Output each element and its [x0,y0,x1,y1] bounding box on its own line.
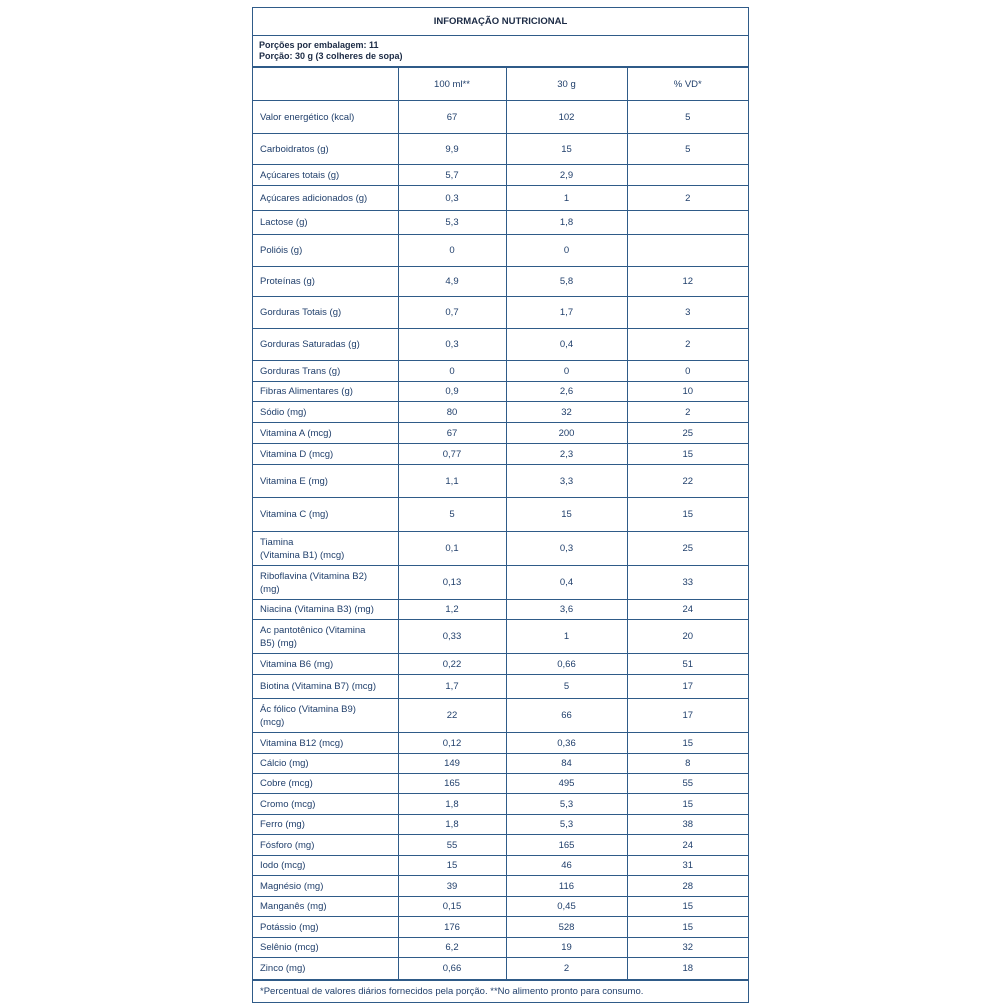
value-daily-percent: 15 [627,917,748,938]
nutrient-row [253,835,748,856]
serving-size: Porção: 30 g (3 colheres de sopa) [259,51,403,61]
nutrient-row [253,566,748,600]
nutrient-name: Gorduras Saturadas (g) [253,329,398,361]
column-header-nutrient [253,68,398,101]
value-per-100ml: 176 [398,917,506,938]
value-per-serving: 0 [506,361,627,382]
value-per-100ml: 0,77 [398,444,506,465]
nutrient-row [253,423,748,444]
value-per-serving: 15 [506,498,627,532]
nutrient-row [253,794,748,815]
value-per-100ml: 0 [398,235,506,267]
value-daily-percent: 2 [627,329,748,361]
nutrient-row [253,186,748,211]
nutrient-name: Vitamina C (mg) [253,498,398,532]
value-per-100ml: 5,7 [398,165,506,186]
value-per-serving: 2 [506,958,627,980]
value-per-serving: 84 [506,754,627,774]
nutrient-row [253,754,748,774]
nutrient-row [253,498,748,532]
value-daily-percent: 12 [627,267,748,297]
value-per-serving: 5,8 [506,267,627,297]
table-title: INFORMAÇÃO NUTRICIONAL [253,8,748,36]
value-daily-percent: 5 [627,134,748,165]
nutrient-row [253,532,748,566]
value-per-100ml: 67 [398,101,506,134]
value-daily-percent: 17 [627,675,748,699]
nutrient-row [253,267,748,297]
nutrient-name: Vitamina D (mcg) [253,444,398,465]
nutrient-name: Fibras Alimentares (g) [253,382,398,402]
nutrient-row [253,402,748,423]
nutrient-row [253,600,748,620]
value-daily-percent: 2 [627,186,748,211]
nutrient-name: Niacina (Vitamina B3) (mg) [253,600,398,620]
value-per-100ml: 0,22 [398,654,506,675]
value-daily-percent: 24 [627,600,748,620]
nutrient-row [253,856,748,876]
value-per-serving: 0,36 [506,733,627,754]
value-per-serving: 165 [506,835,627,856]
nutrient-name: Cobre (mcg) [253,774,398,794]
nutrient-name: Magnésio (mg) [253,876,398,897]
nutrient-name: Cromo (mcg) [253,794,398,815]
nutrient-name: Tiamina (Vitamina B1) (mcg) [253,532,398,566]
nutrient-row [253,654,748,675]
value-per-serving: 102 [506,101,627,134]
value-daily-percent: 51 [627,654,748,675]
nutrient-name: Gorduras Totais (g) [253,297,398,329]
nutrient-row [253,620,748,654]
value-per-100ml: 0,1 [398,532,506,566]
value-per-serving: 1 [506,620,627,654]
nutrient-name: Ac pantotênico (Vitamina B5) (mg) [253,620,398,654]
value-per-100ml: 0,3 [398,329,506,361]
nutrient-row [253,465,748,498]
nutrient-row [253,733,748,754]
value-daily-percent: 24 [627,835,748,856]
value-per-serving: 5,3 [506,815,627,835]
nutrient-row [253,699,748,733]
nutrient-row [253,235,748,267]
value-per-serving: 0,4 [506,329,627,361]
value-per-100ml: 0,9 [398,382,506,402]
value-daily-percent: 28 [627,876,748,897]
value-per-serving: 0,4 [506,566,627,600]
nutrient-name: Vitamina A (mcg) [253,423,398,444]
value-daily-percent: 5 [627,101,748,134]
nutrient-name: Açúcares adicionados (g) [253,186,398,211]
value-per-100ml: 67 [398,423,506,444]
value-per-100ml: 1,8 [398,815,506,835]
nutrient-name: Selênio (mcg) [253,938,398,958]
value-daily-percent [627,165,748,186]
value-daily-percent: 20 [627,620,748,654]
value-per-serving: 2,3 [506,444,627,465]
value-per-100ml: 0,15 [398,897,506,917]
nutrient-row [253,958,748,980]
value-per-100ml: 15 [398,856,506,876]
nutrient-row [253,897,748,917]
portion-info [253,36,748,67]
value-per-100ml: 1,2 [398,600,506,620]
value-daily-percent: 25 [627,532,748,566]
nutrient-name: Zinco (mg) [253,958,398,980]
value-per-serving: 0 [506,235,627,267]
nutrition-facts-table [252,7,749,1003]
column-header-row [253,68,748,101]
nutrient-name: Cálcio (mg) [253,754,398,774]
value-per-100ml: 39 [398,876,506,897]
nutrient-row [253,774,748,794]
nutrient-name: Vitamina E (mg) [253,465,398,498]
value-per-serving: 0,66 [506,654,627,675]
value-daily-percent: 15 [627,733,748,754]
column-header-per-serving: 30 g [506,68,627,101]
nutrient-row [253,675,748,699]
value-daily-percent: 3 [627,297,748,329]
nutrient-name: Gorduras Trans (g) [253,361,398,382]
value-daily-percent: 15 [627,794,748,815]
value-per-serving: 0,3 [506,532,627,566]
footnote: *Percentual de valores diários fornecidos pela porção. **No alimento pronto para consumo. [253,980,748,1002]
value-per-serving: 116 [506,876,627,897]
value-per-100ml: 22 [398,699,506,733]
nutrient-name: Açúcares totais (g) [253,165,398,186]
nutrient-name: Vitamina B12 (mcg) [253,733,398,754]
value-per-100ml: 6,2 [398,938,506,958]
value-daily-percent: 15 [627,498,748,532]
value-daily-percent: 0 [627,361,748,382]
value-per-100ml: 0,13 [398,566,506,600]
value-per-100ml: 149 [398,754,506,774]
value-per-100ml: 0,7 [398,297,506,329]
nutrient-name: Manganês (mg) [253,897,398,917]
value-per-serving: 1,7 [506,297,627,329]
value-per-100ml: 0,3 [398,186,506,211]
value-daily-percent: 31 [627,856,748,876]
nutrient-row [253,101,748,134]
value-daily-percent: 17 [627,699,748,733]
nutrient-row [253,444,748,465]
value-daily-percent: 25 [627,423,748,444]
value-per-serving: 1,8 [506,211,627,235]
servings-per-package: Porções por embalagem: 11 [259,40,379,50]
value-daily-percent: 32 [627,938,748,958]
value-daily-percent: 10 [627,382,748,402]
value-per-100ml: 4,9 [398,267,506,297]
value-per-serving: 200 [506,423,627,444]
value-per-100ml: 1,7 [398,675,506,699]
nutrient-name: Iodo (mcg) [253,856,398,876]
value-per-serving: 46 [506,856,627,876]
value-daily-percent: 22 [627,465,748,498]
value-daily-percent: 8 [627,754,748,774]
value-per-serving: 528 [506,917,627,938]
column-header-daily-value: % VD* [627,68,748,101]
nutrient-row [253,876,748,897]
value-daily-percent [627,211,748,235]
nutrient-name: Valor energético (kcal) [253,101,398,134]
nutrient-name: Ferro (mg) [253,815,398,835]
nutrient-name: Ác fólico (Vitamina B9) (mcg) [253,699,398,733]
value-per-serving: 2,6 [506,382,627,402]
nutrient-row [253,165,748,186]
nutrient-name: Riboflavina (Vitamina B2) (mg) [253,566,398,600]
value-per-100ml: 5,3 [398,211,506,235]
value-daily-percent: 2 [627,402,748,423]
value-per-100ml: 0,33 [398,620,506,654]
value-per-serving: 66 [506,699,627,733]
nutrient-row [253,938,748,958]
nutrient-name: Proteínas (g) [253,267,398,297]
value-per-100ml: 0,12 [398,733,506,754]
nutrient-grid [253,67,748,980]
value-per-serving: 5 [506,675,627,699]
value-daily-percent: 15 [627,444,748,465]
nutrient-row [253,211,748,235]
value-daily-percent: 15 [627,897,748,917]
value-daily-percent: 55 [627,774,748,794]
nutrient-row [253,297,748,329]
nutrient-name: Lactose (g) [253,211,398,235]
value-per-serving: 5,3 [506,794,627,815]
value-per-100ml: 55 [398,835,506,856]
nutrient-name: Sódio (mg) [253,402,398,423]
value-per-100ml: 9,9 [398,134,506,165]
nutrient-name: Vitamina B6 (mg) [253,654,398,675]
value-daily-percent: 33 [627,566,748,600]
value-per-100ml: 1,1 [398,465,506,498]
value-per-serving: 2,9 [506,165,627,186]
nutrient-row [253,917,748,938]
value-per-100ml: 5 [398,498,506,532]
value-per-serving: 495 [506,774,627,794]
value-per-100ml: 0,66 [398,958,506,980]
value-per-serving: 19 [506,938,627,958]
nutrient-row [253,361,748,382]
nutrient-name: Fósforo (mg) [253,835,398,856]
nutrient-name: Polióis (g) [253,235,398,267]
column-header-per-100ml: 100 ml** [398,68,506,101]
value-per-serving: 32 [506,402,627,423]
value-daily-percent: 18 [627,958,748,980]
nutrient-row [253,815,748,835]
value-per-serving: 3,6 [506,600,627,620]
nutrient-name: Potássio (mg) [253,917,398,938]
nutrient-name: Biotina (Vitamina B7) (mcg) [253,675,398,699]
value-daily-percent: 38 [627,815,748,835]
nutrient-row [253,134,748,165]
nutrient-row [253,329,748,361]
nutrient-name: Carboidratos (g) [253,134,398,165]
value-per-serving: 15 [506,134,627,165]
value-per-100ml: 0 [398,361,506,382]
value-per-serving: 3,3 [506,465,627,498]
value-per-100ml: 80 [398,402,506,423]
nutrient-row [253,382,748,402]
value-per-serving: 1 [506,186,627,211]
value-per-serving: 0,45 [506,897,627,917]
value-daily-percent [627,235,748,267]
value-per-100ml: 165 [398,774,506,794]
value-per-100ml: 1,8 [398,794,506,815]
